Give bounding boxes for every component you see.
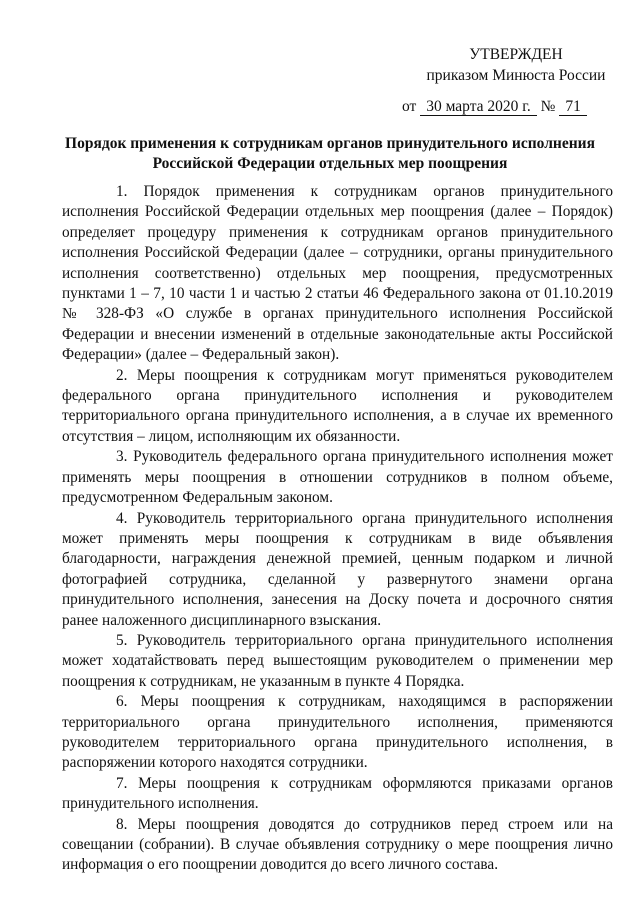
date-prefix: от <box>402 98 417 115</box>
approved-label: УТВЕРЖДЕН <box>469 46 563 63</box>
document-body <box>62 182 613 876</box>
paragraph-6: 6. Меры поощрения к сотрудникам, находящимся в распоряжении территориального органа принудительного исполнения, применяются руководителем территориального органа принудительного исполнения, в распоряжении которого находятся сотрудники. <box>62 693 613 772</box>
title-line-1: Порядок применения к сотрудникам органов принудительного исполнения <box>65 135 595 152</box>
paragraph-4: 4. Руководитель территориального органа принудительного исполнения может применять меры поощрения к сотрудникам в виде объявления благодарности, награждения денежной премией, ценным подарком и личной фотографией сотрудника, сделанной у развернутого знамени органа принудительного исполнения, занесения на Доску почета и досрочного снятия ранее наложенного дисциплинарного взыскания. <box>62 509 613 629</box>
order-date: 30 марта 2020 г. <box>420 99 537 116</box>
number-sign: № <box>540 98 556 115</box>
document-title <box>60 134 600 174</box>
order-date-number <box>402 98 622 116</box>
order-number: 71 <box>559 99 587 116</box>
paragraph-5: 5. Руководитель территориального органа принудительного исполнения может ходатайствовать перед вышестоящим руководителем о применении мер поощрения к сотрудникам, не указанным в пункте 4 Порядка. <box>62 631 613 690</box>
paragraph-1: 1. Порядок применения к сотрудникам органов принудительного исполнения Российской Федерации отдельных мер поощрения (далее – Порядок) определяет процедуру применения к сотрудникам органов принудительного исполнения Российской Федерации (далее – сотрудники, органы принудительного исполнения соответственно) отдельных мер поощрения, предусмотренных пунктами 1 – 7, 10 части 1 и частью 2 статьи 46 Федерального закона от 01.10.2019 № 328-ФЗ «О службе в органах принудительного исполнения Российской Федерации и внесении изменений в отдельные законодательные акты Российской Федерации» (далее – Федеральный закон). <box>62 183 613 364</box>
paragraph-3: 3. Руководитель федерального органа принудительного исполнения может применять меры поощрения в отношении сотрудников в полном объеме, предусмотренном Федеральным законом. <box>62 448 613 507</box>
paragraph-7: 7. Меры поощрения к сотрудникам оформляются приказами органов принудительного исполнения. <box>62 774 613 813</box>
paragraph-2: 2. Меры поощрения к сотрудникам могут применяться руководителем федерального органа принудительного исполнения и руководителем территориального органа принудительного исполнения, а в случае их временного отсутствия – лицом, исполняющим их обязанности. <box>62 366 613 445</box>
title-line-2: Российской Федерации отдельных мер поощрения <box>152 155 508 172</box>
approval-stamp <box>416 44 616 86</box>
order-by-label: приказом Минюста России <box>426 67 606 84</box>
paragraph-8: 8. Меры поощрения доводятся до сотрудников перед строем или на совещании (собрании). В случае объявления сотруднику о мере поощрения лично информация о его поощрении доводится до всего личного состава. <box>62 815 613 874</box>
